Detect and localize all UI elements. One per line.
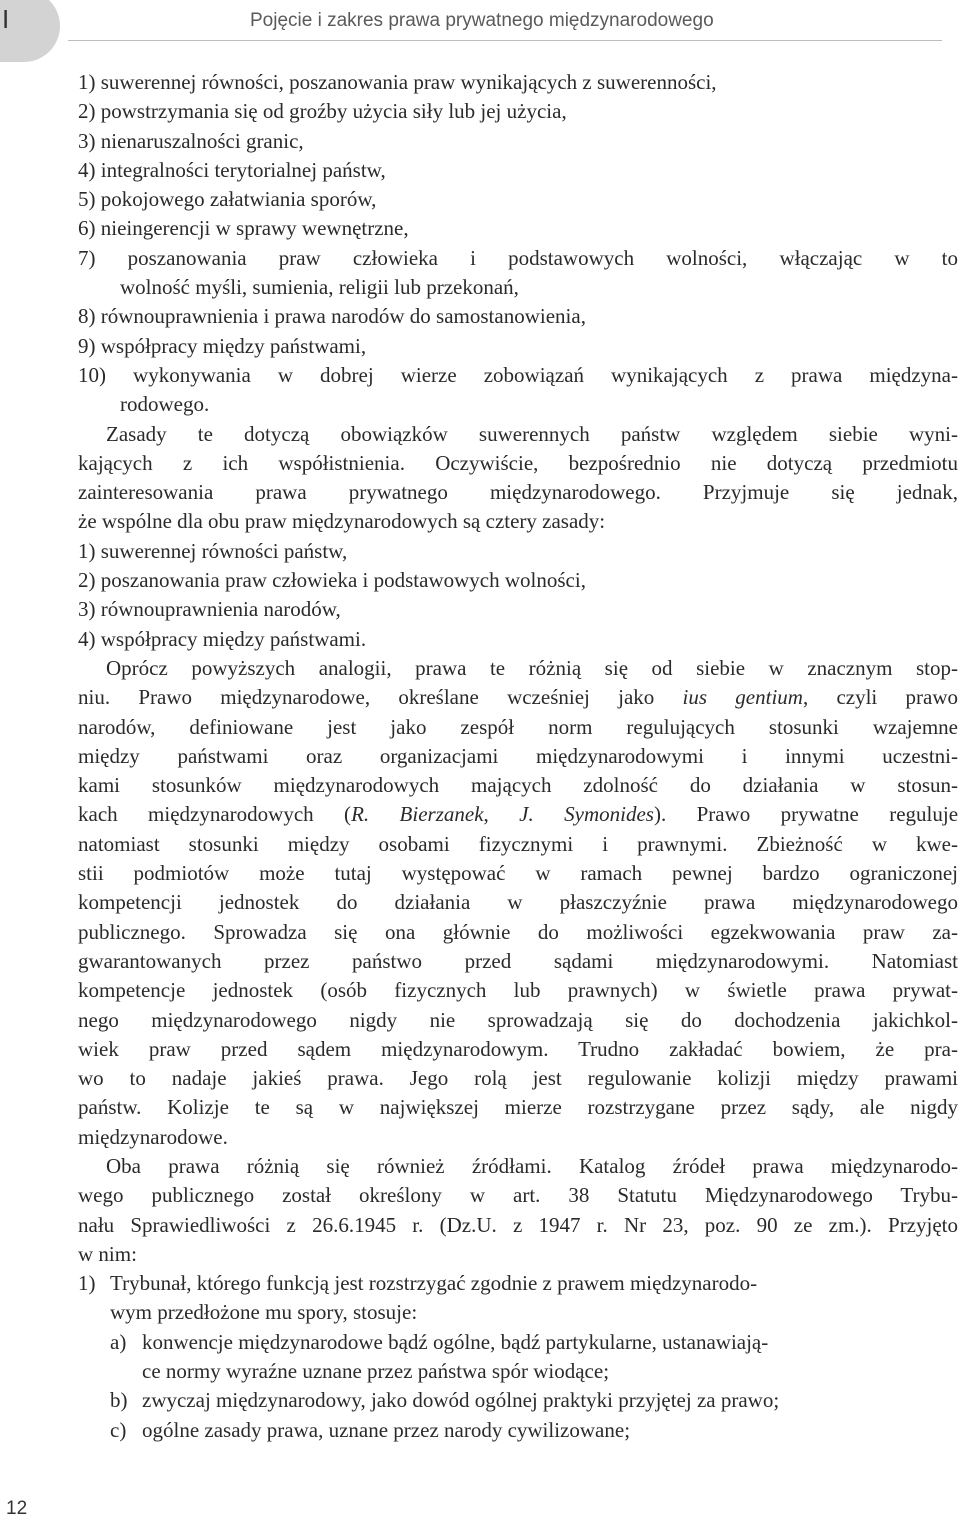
paragraph-line: kających z ich współistnienia. Oczywiście, bezpośrednio nie dotyczą przedmiotu xyxy=(78,450,958,475)
list-item: 5) pokojowego załatwiania sporów, xyxy=(78,187,377,212)
paragraph-line xyxy=(78,683,958,712)
list-letter: b) xyxy=(110,1388,128,1413)
paragraph-line: gwarantowanych przez państwo przed sądami międzynarodowymi. Natomiast xyxy=(78,948,958,973)
sub-list-item xyxy=(78,1386,958,1415)
list-text: Trybunał, którego funkcją jest rozstrzygać zgodnie z prawem międzynarodo- xyxy=(110,1271,758,1296)
sub-list-item-continuation: ce normy wyraźne uznane przez państwa spór wiodące; xyxy=(142,1359,610,1384)
list-item: 9) współpracy między państwami, xyxy=(78,333,367,358)
list-item: 6) nieingerencji w sprawy wewnętrzne, xyxy=(78,216,409,241)
sub-list-item xyxy=(78,1416,958,1445)
paragraph-line: Zasady te dotyczą obowiązków suwerennych państw względem siebie wyni- xyxy=(106,421,958,446)
page-number: 12 xyxy=(6,1498,28,1519)
list-letter: a) xyxy=(110,1329,127,1354)
paragraph-line: wego publicznego został określony w art. 38 Statutu Międzynarodowego Trybu- xyxy=(78,1183,958,1208)
list-item: 4) współpracy między państwami. xyxy=(78,626,367,651)
paragraph-line: nego międzynarodowego nigdy nie sprowadzają się do dochodzenia jakichkol- xyxy=(78,1007,958,1032)
paragraph-line: stii podmiotów może tutaj występować w ramach pewnej bardzo ograniczonej xyxy=(78,861,958,886)
paragraph-line: w nim: xyxy=(78,1241,137,1266)
paragraph-line: kompetencji jednostek do działania w płaszczyźnie prawa międzynarodowego xyxy=(78,890,958,915)
paragraph-line: kami stosunków międzynarodowych mających zdolność do działania w stosun- xyxy=(78,773,958,798)
list-letter: c) xyxy=(110,1417,127,1442)
list-item-continuation: rodowego. xyxy=(120,392,210,417)
list-item-continuation: wym przedłożone mu spory, stosuje: xyxy=(110,1300,418,1325)
header-divider xyxy=(68,40,942,41)
paragraph-line: kompetencje jednostek (osób fizycznych lub prawnych) w świetle prawa prywat- xyxy=(78,978,958,1003)
text-run: , czyli prawo xyxy=(802,685,958,710)
paragraph-line: między państwami oraz organizacjami międzynarodowymi i innymi uczestni- xyxy=(78,743,958,768)
list-item-continuation: wolność myśli, sumienia, religii lub przekonań, xyxy=(120,275,519,300)
list-text: konwencje międzynarodowe bądź ogólne, bądź partykularne, ustanawiają- xyxy=(142,1329,769,1354)
text-run: , xyxy=(483,802,520,827)
list-item: 1) suwerennej równości, poszanowania praw wynikających z suwerenności, xyxy=(78,70,717,94)
page-body xyxy=(78,68,958,1445)
paragraph-line: Oba prawa różnią się również źródłami. Katalog źródeł prawa międzynarodo- xyxy=(106,1153,958,1178)
chapter-tab xyxy=(0,0,60,62)
list-item: 10) wykonywania w dobrej wierze zobowiązań wynikających z prawa międzyna- xyxy=(78,362,958,387)
paragraph-line: państw. Kolizje te są w największej mierze rozstrzygane przez sądy, ale nigdy xyxy=(78,1095,958,1120)
text-run: ). Prawo prywatne reguluje xyxy=(653,802,958,827)
list-item: 7) poszanowania praw człowieka i podstawowych wolności, włączając w to xyxy=(78,245,958,270)
paragraph-line: narodów, definiowane jest jako zespół norm regulujących stosunki wzajemne xyxy=(78,714,958,739)
paragraph-line: zainteresowania prawa prywatnego międzynarodowego. Przyjmuje się jednak, xyxy=(78,480,958,505)
list-item: 1) suwerennej równości państw, xyxy=(78,538,348,563)
paragraph-line: że wspólne dla obu praw międzynarodowych są cztery zasady: xyxy=(78,509,606,534)
list-text: ogólne zasady prawa, uznane przez narody cywilizowane; xyxy=(142,1417,631,1442)
list-item: 3) nienaruszalności granic, xyxy=(78,128,304,153)
paragraph-line: Oprócz powyższych analogii, prawa te różnią się od siebie w znacznym stop- xyxy=(106,655,958,680)
list-item: 8) równouprawnienia i prawa narodów do samostanowienia, xyxy=(78,304,586,329)
chapter-number: I xyxy=(2,4,10,34)
text-run: niu. Prawo międzynarodowe, określane wcześniej jako xyxy=(78,685,683,710)
paragraph-line: nału Sprawiedliwości z 26.6.1945 r. (Dz.U. z 1947 r. Nr 23, poz. 90 ze zm.). Przyjęto xyxy=(78,1212,958,1237)
paragraph-line: międzynarodowe. xyxy=(78,1124,228,1149)
list-number: 1) xyxy=(78,1271,96,1296)
sub-list-item xyxy=(78,1328,958,1357)
list-item: 3) równouprawnienia narodów, xyxy=(78,597,341,622)
list-item: 4) integralności terytorialnej państw, xyxy=(78,157,386,182)
running-title: Pojęcie i zakres prawa prywatnego międzynarodowego xyxy=(250,10,714,31)
paragraph-line: wiek praw przed sądem międzynarodowym. Trudno zakładać bowiem, że pra- xyxy=(78,1036,958,1061)
paragraph-line: natomiast stosunki między osobami fizycznymi i prawnymi. Zbieżność w kwe- xyxy=(78,831,958,856)
author-name: R. Bierzanek xyxy=(351,802,484,827)
paragraph-line: wo to nadaje jakieś prawa. Jego rolą jest regulowanie kolizji między prawami xyxy=(78,1066,958,1091)
text-run: kach międzynarodowych ( xyxy=(78,802,352,827)
paragraph-line xyxy=(78,800,958,829)
list-text: zwyczaj międzynarodowy, jako dowód ogólnej praktyki przyjętej za prawo; xyxy=(142,1388,780,1413)
list-item: 2) poszanowania praw człowieka i podstawowych wolności, xyxy=(78,568,586,593)
italic-term: ius gentium xyxy=(682,685,803,710)
list-item xyxy=(78,1269,958,1298)
list-item: 2) powstrzymania się od groźby użycia siły lub jej użycia, xyxy=(78,99,567,124)
author-name: J. Symonides xyxy=(519,802,654,827)
paragraph-line: publicznego. Sprowadza się ona głównie do możliwości egzekwowania praw za- xyxy=(78,919,958,944)
